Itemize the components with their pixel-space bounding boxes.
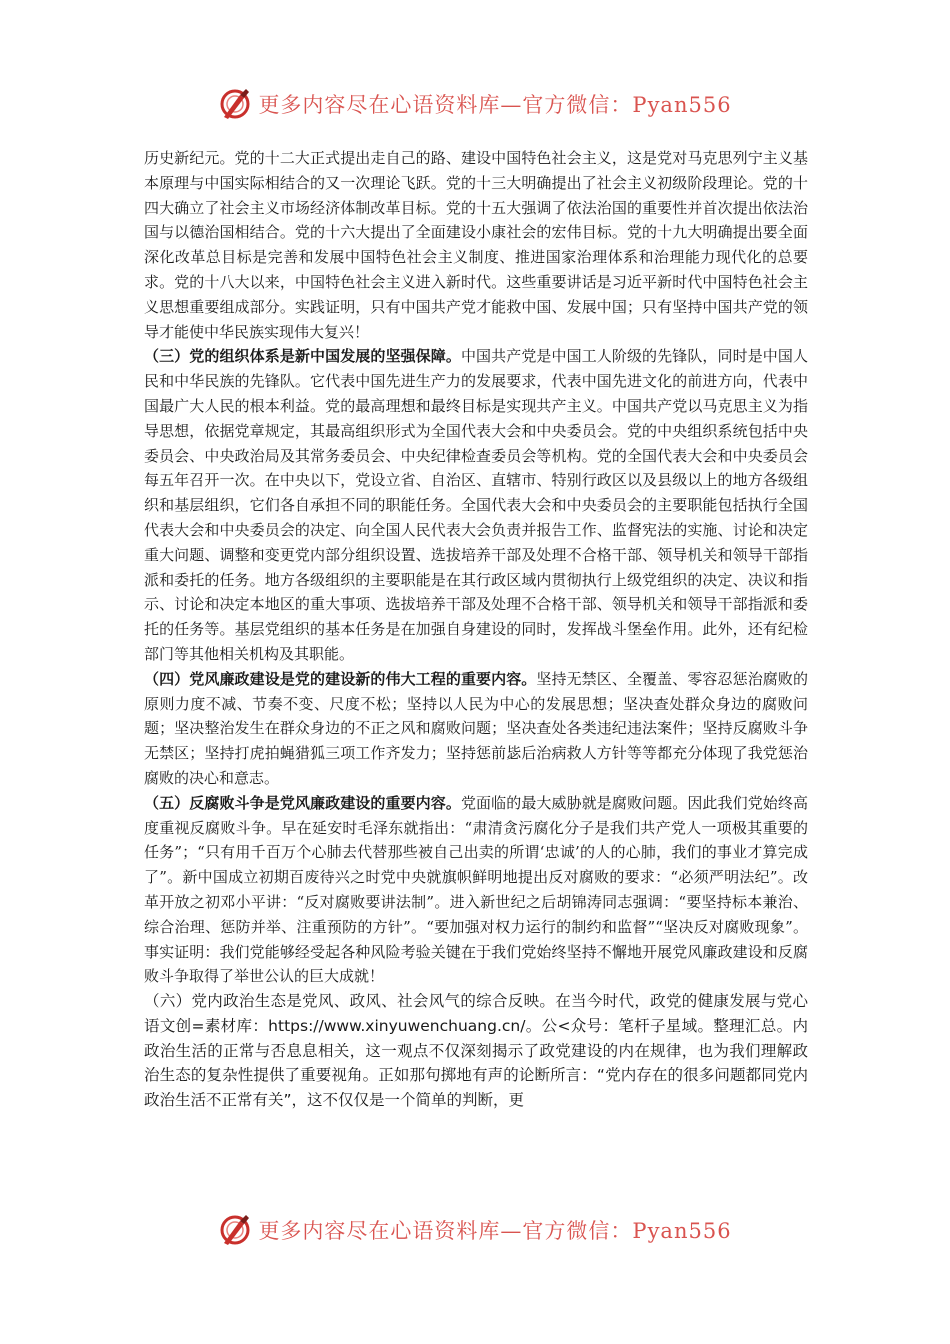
paragraph-text: 中国共产党是中国工人阶级的先锋队，同时是中国人民和中华民族的先锋队。它代表中国先进生产力的发展要求，代表中国先进文化的前进方向，代表中国最广大人民的根本利益。党的最高理想和最终目标是实现共产主义。中国共产党以马克思主义为指导思想，依据党章规定，其最高组织形式为全国代表大会和中央委员会。党的中央组织系统包括中央委员会、中央政治局及其常务委员会、中央纪律检查委员会等机构。党的全国代表大会和中央委员会每五年召开一次。在中央以下，党设立省、自治区、直辖市、特别行政区以及县级以上的地方各级组织和基层组织，它们各自承担不同的职能任务。全国代表大会和中央委员会的主要职能包括执行全国代表大会和中央委员会的决定、向全国人民代表大会负责并报告工作、监督宪法的实施、讨论和决定重大问题、调整和变更党内部分组织设置、选拔培养干部及处理不合格干部、领导机关和领导干部指派和委托的任务。地方各级组织的主要职能是在其行政区域内贯彻执行上级党组织的决定、决议和指示、讨论和决定本地区的重大事项、选拔培养干部及处理不合格干部、领导机关和领导干部指派和委托的任务等。基层党组织的基本任务是在加强自身建设的同时，发挥战斗堡垒作用。此外，还有纪检部门等其他相关机构及其职能。 bbox=[144, 347, 808, 663]
paragraph-text: （六）党内政治生态是党风、政风、社会风气的综合反映。在当今时代，政党的健康发展与党心语文创=素材库：https://www.xinyuwenchuang.cn/。公<众号：笔杆子星域。整理汇总。内政治生活的正常与否息息相关，这一观点不仅深刻揭示了政党建设的内在规律，也为我们理解政治生态的复杂性提供了重要视角。正如那句掷地有声的论断所言：“党内存在的很多问题都同党内政治生活不正常有关”，这不仅仅是一个简单的判断，更 bbox=[144, 992, 808, 1110]
paragraph-political-ecology bbox=[144, 989, 808, 1113]
paragraph-integrity bbox=[144, 667, 808, 791]
pen-circle-logo-icon bbox=[218, 1213, 252, 1247]
paragraph-organization bbox=[144, 344, 808, 666]
paragraph-heading: （四）党风廉政建设是党的建设新的伟大工程的重要内容。 bbox=[144, 669, 537, 688]
pen-circle-logo-icon bbox=[218, 87, 252, 121]
document-body bbox=[144, 146, 808, 1113]
paragraph-text: 历史新纪元。党的十二大正式提出走自己的路、建设中国特色社会主义，这是党对马克思列宁主义基本原理与中国实际相结合的又一次理论飞跃。党的十三大明确提出了社会主义初级阶段理论。党的十四大确立了社会主义市场经济体制改革目标。党的十五大强调了依法治国的重要性并首次提出依法治国与以德治国相结合。党的十六大提出了全面建设小康社会的宏伟目标。党的十九大明确提出要全面深化改革总目标是完善和发展中国特色社会主义制度、推进国家治理体系和治理能力现代化的总要求。党的十八大以来，中国特色社会主义进入新时代。这些重要讲话是习近平新时代中国特色社会主义思想重要组成部分。实践证明，只有中国共产党才能救中国、发展中国；只有坚持中国共产党的领导才能使中华民族实现伟大复兴！ bbox=[144, 149, 808, 341]
paragraph-history bbox=[144, 146, 808, 344]
paragraph-heading: （五）反腐败斗争是党风廉政建设的重要内容。 bbox=[144, 793, 461, 812]
banner-text: 更多内容尽在心语资料库—官方微信：Pyan556 bbox=[258, 1219, 732, 1243]
paragraph-text: 坚持无禁区、全覆盖、零容忍惩治腐败的原则力度不减、节奏不变、尺度不松；坚持以人民为中心的发展思想；坚决查处群众身边的腐败问题；坚决整治发生在群众身边的不正之风和腐败问题；坚决查处各类违纪违法案件；坚持反腐败斗争无禁区；坚持打虎拍蝇猎狐三项工作齐发力；坚持惩前毖后治病救人方针等等都充分体现了我党惩治腐败的决心和意志。 bbox=[144, 669, 808, 787]
paragraph-text: 党面临的最大威胁就是腐败问题。因此我们党始终高度重视反腐败斗争。早在延安时毛泽东就指出：“肃清贪污腐化分子是我们共产党人一项极其重要的任务”；“只有用千百万个心肺去代替那些被自己出卖的所谓‘忠诚’的人的心肺，我们的事业才算完成了”。新中国成立初期百废待兴之时党中央就旗帜鲜明地提出反对腐败的要求：“必须严明法纪”。改革开放之初邓小平讲：“反对腐败要讲法制”。进入新世纪之后胡锦涛同志强调：“要坚持标本兼治、综合治理、惩防并举、注重预防的方针”。“要加强对权力运行的制约和监督”“坚决反对腐败现象”。事实证明：我们党能够经受起各种风险考验关键在于我们党始终坚持不懈地开展党风廉政建设和反腐败斗争取得了举世公认的巨大成就！ bbox=[144, 793, 808, 986]
header-banner bbox=[0, 82, 950, 126]
paragraph-heading: （三）党的组织体系是新中国发展的坚强保障。 bbox=[144, 347, 461, 366]
footer-banner bbox=[0, 1208, 950, 1252]
paragraph-anticorruption bbox=[144, 791, 808, 989]
banner-text: 更多内容尽在心语资料库—官方微信：Pyan556 bbox=[258, 93, 732, 117]
